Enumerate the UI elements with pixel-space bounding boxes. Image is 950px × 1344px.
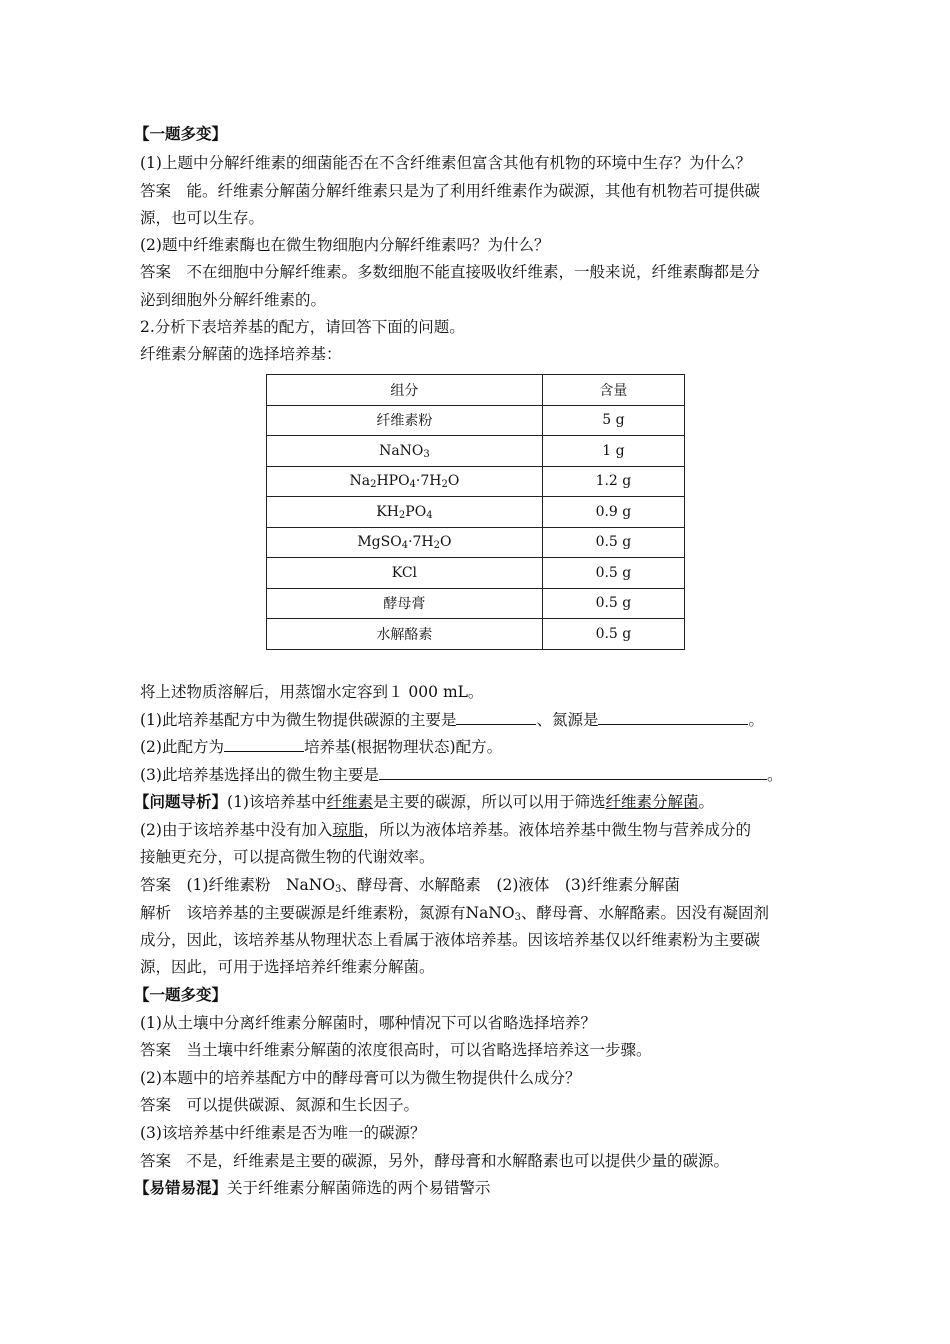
question-text: (1)此培养基配方中为微生物提供碳源的主要是 bbox=[140, 711, 457, 729]
answer-text: 答案 不在细胞中分解纤维素。多数细胞不能直接吸收纤维素，一般来说，纤维素酶都是分 bbox=[140, 263, 761, 281]
question-line bbox=[140, 710, 820, 730]
table-row bbox=[267, 619, 685, 650]
warning-label: 【易错易混】 bbox=[134, 1178, 228, 1197]
explanation-text: 解析 该培养基的主要碳源是纤维素粉，氮源有NaNO$_3$、酵母膏、水解酪素。因没有凝固剂 bbox=[140, 904, 769, 923]
table-note: 将上述物质溶解后，用蒸馏水定容到１ 000 mL。 bbox=[140, 683, 484, 701]
answer-blank[interactable] bbox=[224, 737, 304, 752]
component-cell: $Na_2HPO_4\cdot 7H_2O$ bbox=[267, 466, 543, 497]
section-header: 【一题多变】 bbox=[134, 985, 228, 1004]
section-header: 【一题多变】 bbox=[134, 124, 228, 143]
component-cell: NaNO$_3$ bbox=[267, 436, 543, 467]
explanation-text: 成分，因此，该培养基从物理状态上看属于液体培养基。因该培养基仅以纤维素粉为主要碳 bbox=[140, 931, 761, 949]
component-cell: 酵母膏 bbox=[267, 588, 543, 619]
amount-cell: 0.5 g bbox=[542, 588, 684, 619]
component-cell: $MgSO_4\cdot 7H_2O$ bbox=[267, 527, 543, 558]
answer-text: 答案 可以提供碳源、氮源和生长因子。 bbox=[140, 1096, 420, 1114]
question-text: (2)此配方为 bbox=[140, 738, 224, 756]
question-text: 培养基(根据物理状态)配方。 bbox=[303, 738, 503, 756]
explanation-text: 源，因此，可用于选择培养纤维素分解菌。 bbox=[140, 958, 435, 976]
amount-cell: 0.5 g bbox=[542, 619, 684, 650]
header-cell: 含量 bbox=[542, 375, 684, 406]
table-row bbox=[267, 527, 685, 558]
header-cell: 组分 bbox=[267, 375, 543, 406]
guide-text: (1)该培养基中 bbox=[227, 793, 327, 811]
question-line bbox=[140, 737, 820, 757]
question-text: (1)从土壤中分离纤维素分解菌时，哪种情况下可以省略选择培养？ bbox=[140, 1014, 596, 1032]
component-cell: 纤维素粉 bbox=[267, 405, 543, 436]
answer-text: 泌到细胞外分解纤维素的。 bbox=[140, 291, 327, 309]
question-text: (1)上题中分解纤维素的细菌能否在不含纤维素但富含其他有机物的环境中生存？为什么？ bbox=[140, 154, 751, 172]
answer-text: 源，也可以生存。 bbox=[140, 209, 265, 227]
guide-text: ，所以为液体培养基。液体培养基中微生物与营养成分的 bbox=[363, 821, 751, 839]
amount-cell: 1.2 g bbox=[542, 466, 684, 497]
guide-keyword: 纤维素分解菌 bbox=[605, 793, 699, 811]
amount-cell: 0.5 g bbox=[542, 527, 684, 558]
amount-cell: 0.9 g bbox=[542, 497, 684, 528]
amount-cell: 0.5 g bbox=[542, 558, 684, 589]
answer-text: 答案 (1)纤维素粉 NaNO$_3$、酵母膏、水解酪素 (2)液体 (3)纤维素分解菌 bbox=[140, 876, 680, 895]
table-row bbox=[267, 466, 685, 497]
table-header-row bbox=[267, 375, 685, 406]
component-cell: 水解酪素 bbox=[267, 619, 543, 650]
amount-cell: 1 g bbox=[542, 436, 684, 467]
answer-blank[interactable] bbox=[598, 710, 748, 725]
question-text: 、氮源是 bbox=[536, 711, 599, 729]
guide-label: 【问题导析】 bbox=[134, 792, 228, 811]
warning-line bbox=[134, 1178, 814, 1198]
answer-blank[interactable] bbox=[379, 765, 767, 780]
component-cell: $KH_2PO_4$ bbox=[267, 497, 543, 528]
table-caption: 纤维素分解菌的选择培养基： bbox=[140, 345, 342, 363]
answer-text: 答案 当土壤中纤维素分解菌的浓度很高时，可以省略选择培养这一步骤。 bbox=[140, 1041, 652, 1059]
amount-cell: 5 g bbox=[542, 405, 684, 436]
table-row bbox=[267, 588, 685, 619]
guide-line bbox=[134, 792, 814, 812]
question-text: (3)该培养基中纤维素是否为唯一的碳源？ bbox=[140, 1124, 426, 1142]
question-text: (2)题中纤维素酶也在微生物细胞内分解纤维素吗？为什么？ bbox=[140, 236, 550, 254]
warning-text: 关于纤维素分解菌筛选的两个易错警示 bbox=[227, 1179, 491, 1197]
question-text: (3)此培养基选择出的微生物主要是 bbox=[140, 766, 379, 784]
table-row bbox=[267, 436, 685, 467]
guide-line bbox=[140, 820, 820, 840]
problem-title: 2.分析下表培养基的配方，请回答下面的问题。 bbox=[140, 318, 465, 336]
question-line bbox=[140, 765, 820, 785]
component-cell: KCl bbox=[267, 558, 543, 589]
table-row bbox=[267, 497, 685, 528]
guide-text: 接触更充分，可以提高微生物的代谢效率。 bbox=[140, 848, 435, 866]
medium-table bbox=[266, 374, 685, 650]
guide-text: 是主要的碳源，所以可以用于筛选 bbox=[373, 793, 606, 811]
question-text: (2)本题中的培养基配方中的酵母膏可以为微生物提供什么成分？ bbox=[140, 1069, 581, 1087]
guide-keyword: 纤维素 bbox=[326, 793, 373, 811]
guide-keyword: 琼脂 bbox=[332, 821, 364, 839]
answer-blank[interactable] bbox=[456, 710, 536, 725]
table-row bbox=[267, 558, 685, 589]
table-row bbox=[267, 405, 685, 436]
answer-text: 答案 能。纤维素分解菌分解纤维素只是为了利用纤维素作为碳源，其他有机物若可提供碳 bbox=[140, 182, 761, 200]
guide-text: 。 bbox=[698, 793, 715, 811]
question-text: 。 bbox=[748, 711, 764, 729]
answer-text: 答案 不是，纤维素是主要的碳源，另外，酵母膏和水解酪素也可以提供少量的碳源。 bbox=[140, 1152, 730, 1170]
question-text: 。 bbox=[766, 766, 783, 784]
guide-text: (2)由于该培养基中没有加入 bbox=[140, 821, 333, 839]
